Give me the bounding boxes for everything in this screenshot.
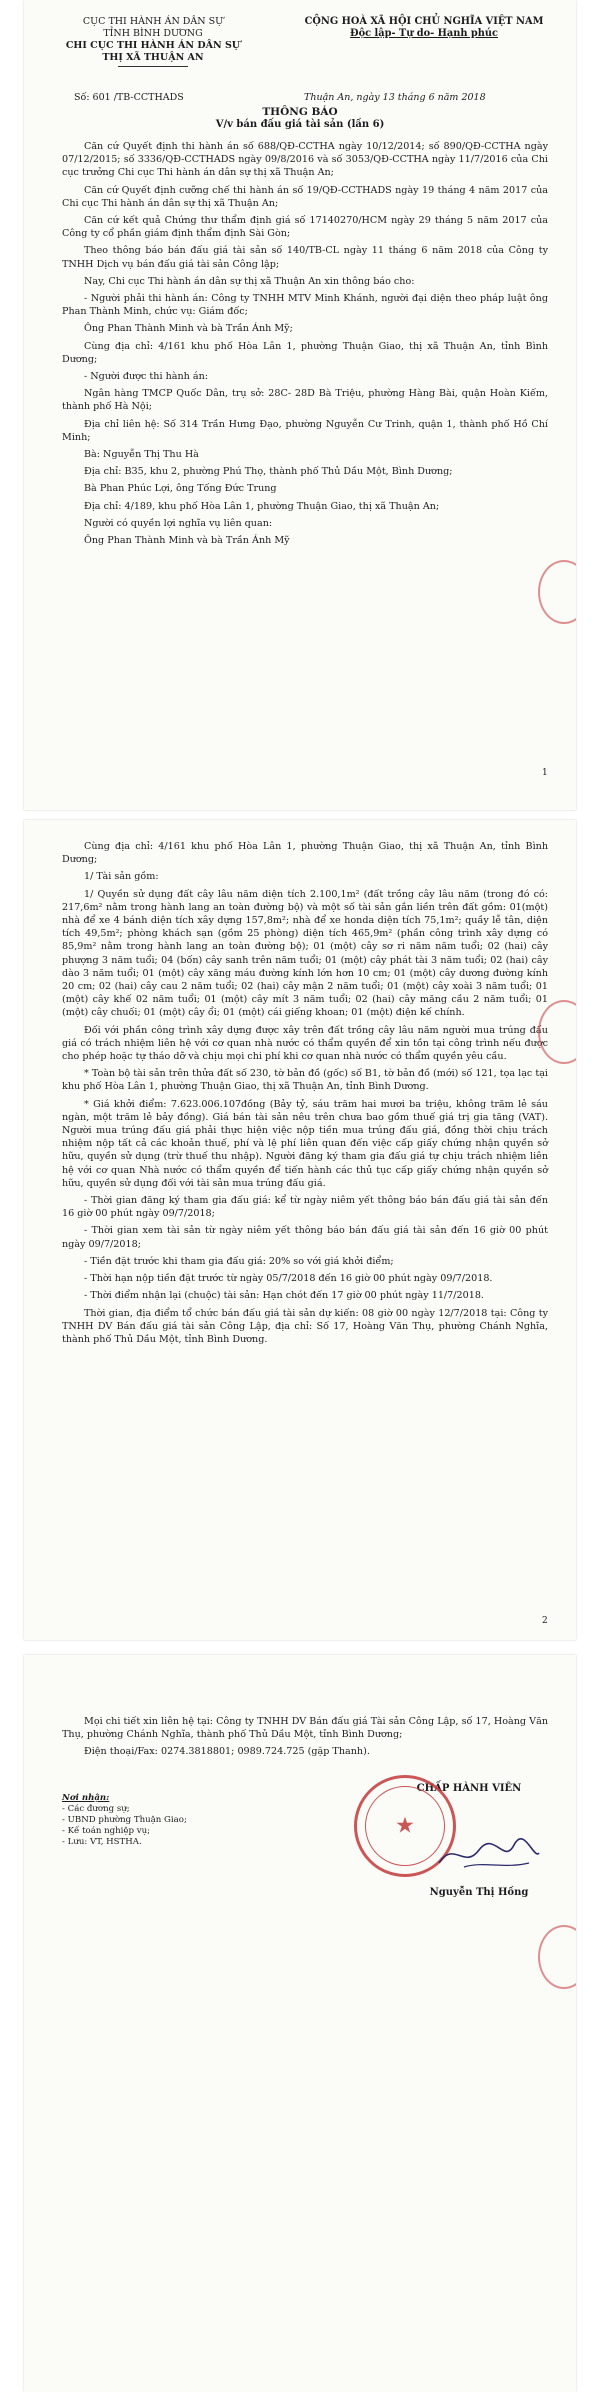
document-header	[24, 16, 576, 102]
document-page-3	[24, 1655, 576, 2392]
paragraph: Theo thông báo bán đấu giá tài sản số 140/TB-CL ngày 11 tháng 6 năm 2018 của Công ty TNHH Dịch vụ bán đấu giá tài sản Công lập;	[62, 245, 548, 270]
signature-scribble	[434, 1835, 544, 1875]
page3-body	[62, 1715, 548, 1763]
paragraph: 1/ Tài sản gồm:	[84, 871, 159, 883]
paragraph: - Người được thi hành án:	[84, 371, 209, 383]
side-seal-stamp	[538, 560, 576, 624]
paragraph: Bà: Nguyễn Thị Thu Hà	[84, 449, 199, 461]
page1-body	[62, 140, 548, 551]
paragraph: Ngân hàng TMCP Quốc Dân, trụ sở: 28C- 28D Bà Triệu, phường Hàng Bài, quận Hoàn Kiếm, thành phố Hà Nội;	[62, 388, 548, 413]
paragraph: Căn cứ Quyết định thi hành án số 688/QĐ-CCTHA ngày 10/12/2014; số 890/QĐ-CCTHA ngày 07/12/2015; số 3336/QĐ-CCTHADS ngày 09/8/2016 và số 3053/QĐ-CCTHA ngày 11/7/2016 của Chi cục trưởng Chi cục Thi hành án dân sự thị xã Thuận An;	[62, 141, 548, 179]
paragraph: Cùng địa chỉ: 4/161 khu phố Hòa Lân 1, phường Thuận Giao, thị xã Thuận An, tỉnh Bình Dương;	[62, 340, 548, 365]
agency-name-line2: TỈNH BÌNH DƯƠNG	[103, 28, 203, 39]
page-number: 1	[542, 768, 548, 778]
side-seal-stamp	[538, 1925, 576, 1989]
national-motto: Độc lập- Tự do- Hạnh phúc	[350, 28, 498, 39]
paragraph: * Giá khởi điểm: 7.623.006.107đồng (Bảy tỷ, sáu trăm hai mươi ba triệu, không trăm lẻ sáu ngàn, một trăm lẻ bảy đồng). Giá bán tài sản nêu trên chưa bao gồm thuế giá trị gia tăng (VAT). Người mua trúng đấu giá phải thực hiện việc nộp tiền mua trúng đấu giá, đồng thời chịu trách nhiệm nộp tất cả các khoản thuế, phí và lệ phí liên quan đến việc cấp giấy chứng nhận quyền sở hữu, quyền sử dụng (trừ thuế thu nhập). Người đăng ký tham gia đấu giá tự chịu trách nhiệm liên hệ với cơ quan Nhà nước có thẩm quyền để tiến hành các thủ tục cấp giấy chứng nhận quyền sở hữu, quyền sử dụng đối với tài sản mua trúng đấu giá.	[62, 1098, 548, 1189]
recipients-list	[62, 1793, 187, 1848]
signer-title: CHẤP HÀNH VIÊN	[416, 1783, 522, 1794]
paragraph: Địa chỉ: 4/189, khu phố Hòa Lân 1, phường Thuận Giao, thị xã Thuận An;	[84, 500, 440, 512]
paragraph: - Tiền đặt trước khi tham gia đấu giá: 20% so với giá khởi điểm;	[84, 1255, 394, 1267]
paragraph: - Thời gian xem tài sản từ ngày niêm yết thông báo bán đấu giá tài sản đến 16 giờ 00 phút ngày 09/7/2018;	[62, 1225, 548, 1250]
paragraph: Nay, Chi cục Thi hành án dân sự thị xã Thuận An xin thông báo cho:	[84, 275, 415, 287]
recipient-item: - Lưu: VT, HSTHA.	[62, 1837, 142, 1847]
paragraph: Thời gian, địa điểm tổ chức bán đấu giá tài sản dự kiến: 08 giờ 00 ngày 12/7/2018 tại: Công ty TNHH DV Bán đấu giá tài sản Công Lập, địa chỉ: Số 17, Hoàng Văn Thụ, phường Chánh Nghĩa, thành phố Thủ Dầu Một, tỉnh Bình Dương.	[62, 1307, 548, 1345]
paragraph: Điện thoại/Fax: 0274.3818801; 0989.724.725 (gặp Thanh).	[84, 1746, 370, 1758]
page2-body	[62, 840, 548, 1350]
document-page-1	[24, 0, 576, 810]
page-number: 2	[542, 1616, 548, 1626]
paragraph: * Toàn bộ tài sản trên thửa đất số 230, tờ bản đồ (gốc) số B1, tờ bản đồ (mới) số 121, tọa lạc tại khu phố Hòa Lân 1, phường Thuận Giao, thị xã Thuận An, tỉnh Bình Dương.	[62, 1068, 548, 1093]
agency-name-line4: THỊ XÃ THUẬN AN	[102, 52, 204, 63]
document-subtitle: V/v bán đấu giá tài sản (lần 6)	[215, 119, 385, 130]
agency-name-line3: CHI CỤC THI HÀNH ÁN DÂN SỰ	[65, 40, 241, 51]
paragraph: - Thời gian đăng ký tham gia đấu giá: kể từ ngày niêm yết thông báo bán đấu giá tài sản đến 16 giờ 00 phút ngày 09/7/2018;	[62, 1195, 548, 1220]
signer-name: Nguyễn Thị Hồng	[429, 1887, 529, 1898]
paragraph: - Người phải thi hành án: Công ty TNHH MTV Minh Khánh, người đại diện theo pháp luật ông Phan Thành Minh, chức vụ: Giám đốc;	[62, 293, 548, 318]
paragraph: - Thời điểm nhận lại (chuộc) tài sản: Hạn chót đến 17 giờ 00 phút ngày 11/7/2018.	[84, 1290, 484, 1302]
paragraph: Căn cứ Quyết định cưỡng chế thi hành án số 19/QĐ-CCTHADS ngày 19 tháng 4 năm 2017 của Chi cục Thi hành án dân sự thị xã Thuận An;	[62, 184, 548, 209]
header-left-rule	[118, 66, 188, 67]
document-date: Thuận An, ngày 13 tháng 6 năm 2018	[304, 92, 486, 103]
paragraph: Ông Phan Thành Minh và bà Trần Ánh Mỹ;	[84, 323, 293, 335]
document-number: Số: 601 /TB-CCTHADS	[74, 92, 184, 103]
recipient-item: - UBND phường Thuận Giao;	[62, 1815, 187, 1825]
paragraph: Căn cứ kết quả Chứng thư thẩm định giá số 17140270/HCM ngày 29 tháng 5 năm 2017 của Công ty cổ phần giám định thẩm định Sài Gòn;	[62, 215, 548, 240]
agency-name-line1: CỤC THI HÀNH ÁN DÂN SỰ	[82, 16, 224, 27]
paragraph: Địa chỉ: B35, khu 2, phường Phú Thọ, thành phố Thủ Dầu Một, Bình Dương;	[84, 466, 453, 478]
document-page-2	[24, 820, 576, 1640]
recipient-item: - Các đương sự;	[62, 1804, 130, 1814]
paragraph: Bà Phan Phúc Lợi, ông Tống Đức Trung	[84, 483, 277, 495]
recipient-item: - Kế toán nghiệp vụ;	[62, 1826, 151, 1836]
paragraph: 1/ Quyền sử dụng đất cây lâu năm diện tích 2.100,1m² (đất trồng cây lâu năm (trong đó có: 217,6m² nằm trong hành lang an toàn đường bộ) và một số tài sản gắn liền trên đất gồm: 01(một) nhà để xe 4 bánh diện tích xây dựng 157,8m²; nhà để xe honda diện tích 75,1m²; quầy lễ tân, diện tích 49,5m²; phòng khách sạn (gồm 25 phòng) diện tích 465,9m² (phần công trình xây dựng có 85,9m² nằm trong hành lang an toàn đường bộ); 01 (một) cây sơ ri năm năm tuổi; 02 (hai) cây phượng 3 năm tuổi; 04 (bốn) cây sanh trên năm tuổi; 01 (một) cây phát tài 3 năm tuổi; 02 (hai) cây dào 3 năm tuổi; 01 (một) cây xăng máu đường kính lớn hơn 10 cm; 01 (một) cây dương đường kính 20 cm; 02 (hai) cây cau 2 năm tuổi; 02 (hai) cây mận 2 năm tuổi; 01 (một) cây xoài 3 năm tuổi; 01 (một) cây khế 02 năm tuổi; 01 (một) cây mít 3 năm tuổi; 02 (hai) cây măng cầu 2 năm tuổi; 01 (một) cây chuối; 01 (một) cây ổi; 01 (một) cái giếng khoan; 01 (một) điện kế chính.	[62, 888, 548, 1019]
paragraph: Cùng địa chỉ: 4/161 khu phố Hòa Lân 1, phường Thuận Giao, thị xã Thuận An, tỉnh Bình Dương;	[62, 841, 548, 866]
recipients-title: Nơi nhận:	[62, 1793, 110, 1803]
paragraph: Địa chỉ liên hệ: Số 314 Trần Hưng Đạo, phường Nguyễn Cư Trinh, quận 1, thành phố Hồ Chí Minh;	[62, 418, 548, 443]
document-title: THÔNG BÁO	[262, 106, 338, 118]
paragraph: Ông Phan Thành Minh và bà Trần Ánh Mỹ	[84, 535, 290, 547]
paragraph: - Thời hạn nộp tiền đặt trước từ ngày 05/7/2018 đến 16 giờ 00 phút ngày 09/7/2018.	[84, 1273, 493, 1285]
official-seal-stamp: ★	[354, 1775, 456, 1877]
paragraph: Người có quyền lợi nghĩa vụ liên quan:	[84, 517, 273, 529]
paragraph: Đối với phần công trình xây dựng được xây trên đất trồng cây lâu năm người mua trúng đấu giá có trách nhiệm liên hệ với cơ quan nhà nước có thẩm quyền để xin tồn tại công trình nếu được cho phép hoặc tự tháo dỡ và chịu mọi chi phí khi cơ quan nhà nước có thẩm quyền yêu cầu.	[62, 1024, 548, 1063]
national-title: CỘNG HOÀ XÃ HỘI CHỦ NGHĨA VIỆT NAM	[304, 16, 544, 27]
paragraph: Mọi chi tiết xin liên hệ tại: Công ty TNHH DV Bán đấu giá Tài sản Công Lập, số 17, Hoàng Văn Thụ, phường Chánh Nghĩa, thành phố Thủ Dầu Một, tỉnh Bình Dương;	[62, 1716, 548, 1741]
